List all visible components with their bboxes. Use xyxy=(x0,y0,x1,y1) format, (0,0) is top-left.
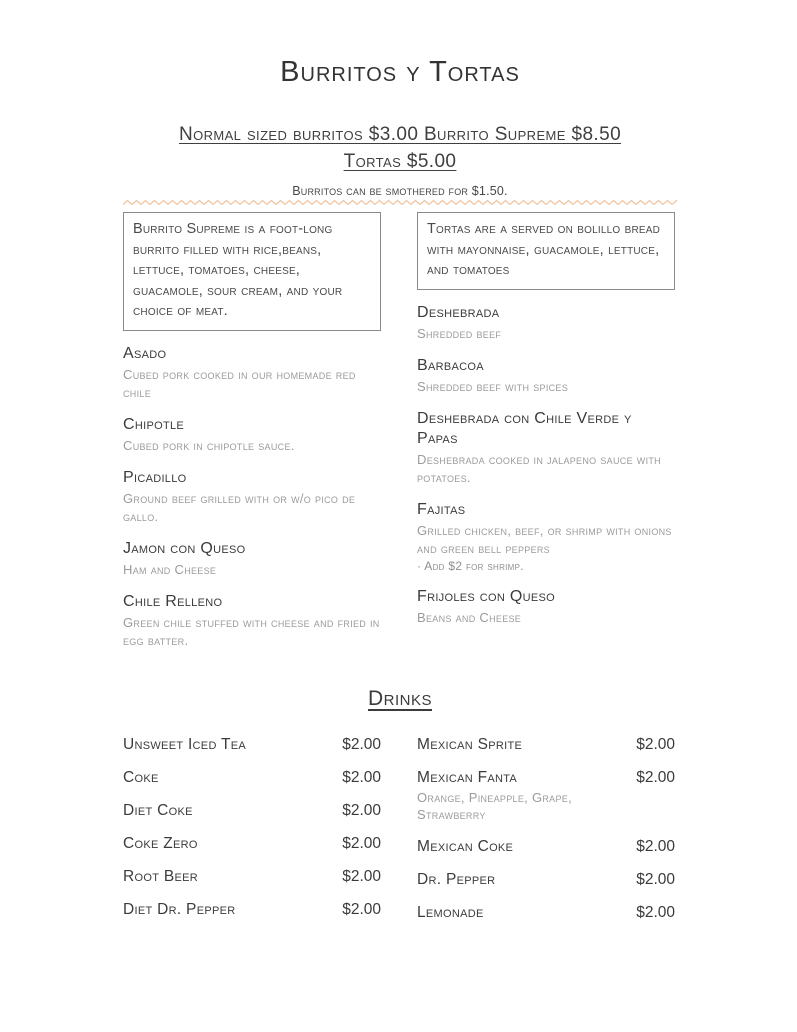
drink-row xyxy=(123,801,381,820)
drink-mexican-sprite xyxy=(417,735,675,754)
smothered-note: Burritos can be smothered for $1.50. xyxy=(292,184,508,198)
drink-dr-pepper xyxy=(417,870,675,889)
page-title: Burritos y Tortas xyxy=(280,56,520,88)
item-desc: Grilled chicken, beef, or shrimp with onions and green bell peppers xyxy=(417,522,672,556)
drinks-right-column xyxy=(417,735,675,936)
drink-row xyxy=(123,834,381,853)
pricing-line-2: Tortas $5.00 xyxy=(343,151,457,172)
drinks-left-column xyxy=(123,735,381,936)
item-name: Chipotle xyxy=(123,415,185,433)
drink-price: $2.00 xyxy=(636,870,675,888)
drink-name: Mexican Coke xyxy=(417,837,514,855)
menu-item-deshebrada xyxy=(417,303,675,343)
item-desc: Green chile stuffed with cheese and fried in egg batter. xyxy=(123,614,380,648)
drink-mexican-coke xyxy=(417,837,675,856)
meats-section xyxy=(123,212,677,663)
drink-row xyxy=(417,903,675,922)
burrito-supreme-info-box: Burrito Supreme is a foot-long burrito filled with rice,beans, lettuce, tomatoes, cheese, guacamole, sour cream, and your choice of meat. xyxy=(123,212,381,331)
menu-item-deshebrada-chile-verde-y-papas xyxy=(417,409,675,487)
pricing-subtitle xyxy=(123,121,677,175)
item-name: Deshebrada con Chile Verde y Papas xyxy=(417,409,632,447)
item-note-shrimp-upcharge: · Add $2 for shrimp. xyxy=(417,558,524,573)
drink-name: Diet Dr. Pepper xyxy=(123,900,236,918)
meats-left-column xyxy=(123,212,381,663)
zigzag-line-icon xyxy=(123,199,677,206)
drink-lemonade xyxy=(417,903,675,922)
menu-item-jamon-con-queso xyxy=(123,539,381,579)
drink-diet-dr-pepper xyxy=(123,900,381,919)
item-name: Chile Relleno xyxy=(123,592,223,610)
item-name: Fajitas xyxy=(417,500,466,518)
drink-row xyxy=(123,768,381,787)
item-desc: Shredded beef with spices xyxy=(417,378,569,394)
menu-item-chile-relleno xyxy=(123,592,381,650)
drink-name: Dr. Pepper xyxy=(417,870,496,888)
pricing-line-1: Normal sized burritos $3.00 Burrito Supreme $8.50 xyxy=(178,124,622,145)
drink-price: $2.00 xyxy=(636,735,675,753)
drink-row xyxy=(417,837,675,856)
drink-coke-zero xyxy=(123,834,381,853)
item-desc: Cubed pork cooked in our homemade red chile xyxy=(123,366,356,400)
item-name: Picadillo xyxy=(123,468,187,486)
drink-price: $2.00 xyxy=(342,801,381,819)
drink-price: $2.00 xyxy=(342,900,381,918)
zigzag-divider xyxy=(123,199,677,206)
drink-name: Mexican Sprite xyxy=(417,735,523,753)
drink-price: $2.00 xyxy=(342,768,381,786)
drink-mexican-fanta xyxy=(417,768,675,823)
item-desc: Beans and Cheese xyxy=(417,609,522,625)
item-desc: Shredded beef xyxy=(417,325,502,341)
drinks-heading: Drinks xyxy=(367,686,432,710)
item-name: Asado xyxy=(123,344,167,362)
drink-name: Coke Zero xyxy=(123,834,198,852)
item-name: Deshebrada xyxy=(417,303,500,321)
meats-right-column xyxy=(417,212,675,663)
menu-item-chipotle xyxy=(123,415,381,455)
drink-coke xyxy=(123,768,381,787)
drink-diet-coke xyxy=(123,801,381,820)
menu-item-frijoles-con-queso xyxy=(417,587,675,627)
drink-unsweet-iced-tea xyxy=(123,735,381,754)
item-desc: Ham and Cheese xyxy=(123,561,217,577)
item-name: Jamon con Queso xyxy=(123,539,246,557)
drink-name: Mexican Fanta xyxy=(417,768,518,786)
drink-price: $2.00 xyxy=(636,903,675,921)
drink-name: Coke xyxy=(123,768,159,786)
drink-flavor-list: Orange, Pineapple, Grape, Strawberry xyxy=(417,789,572,822)
drink-row xyxy=(417,735,675,754)
drink-row xyxy=(123,900,381,919)
drink-name: Root Beer xyxy=(123,867,198,885)
menu-item-fajitas xyxy=(417,500,675,574)
menu-item-asado xyxy=(123,344,381,402)
drink-price: $2.00 xyxy=(342,834,381,852)
item-name: Frijoles con Queso xyxy=(417,587,555,605)
item-desc: Ground beef grilled with or w/o pico de gallo. xyxy=(123,490,356,524)
drink-row xyxy=(417,870,675,889)
item-desc: Cubed pork in chipotle sauce. xyxy=(123,437,295,453)
drink-row xyxy=(123,867,381,886)
drink-root-beer xyxy=(123,867,381,886)
drink-price: $2.00 xyxy=(636,837,675,855)
drink-row xyxy=(417,768,675,787)
drink-price: $2.00 xyxy=(342,735,381,753)
item-desc: Deshebrada cooked in jalapeno sauce with potatoes. xyxy=(417,451,661,485)
drink-name: Unsweet Iced Tea xyxy=(123,735,247,753)
item-name: Barbacoa xyxy=(417,356,484,374)
drink-name: Diet Coke xyxy=(123,801,193,819)
menu-item-picadillo xyxy=(123,468,381,526)
drink-name: Lemonade xyxy=(417,903,484,921)
drink-price: $2.00 xyxy=(342,867,381,885)
drink-price: $2.00 xyxy=(636,768,675,786)
tortas-info-box: Tortas are a served on bolillo bread with mayonnaise, guacamole, lettuce, and tomatoes xyxy=(417,212,675,290)
menu-item-barbacoa xyxy=(417,356,675,396)
drink-row xyxy=(123,735,381,754)
drinks-section xyxy=(123,735,677,936)
